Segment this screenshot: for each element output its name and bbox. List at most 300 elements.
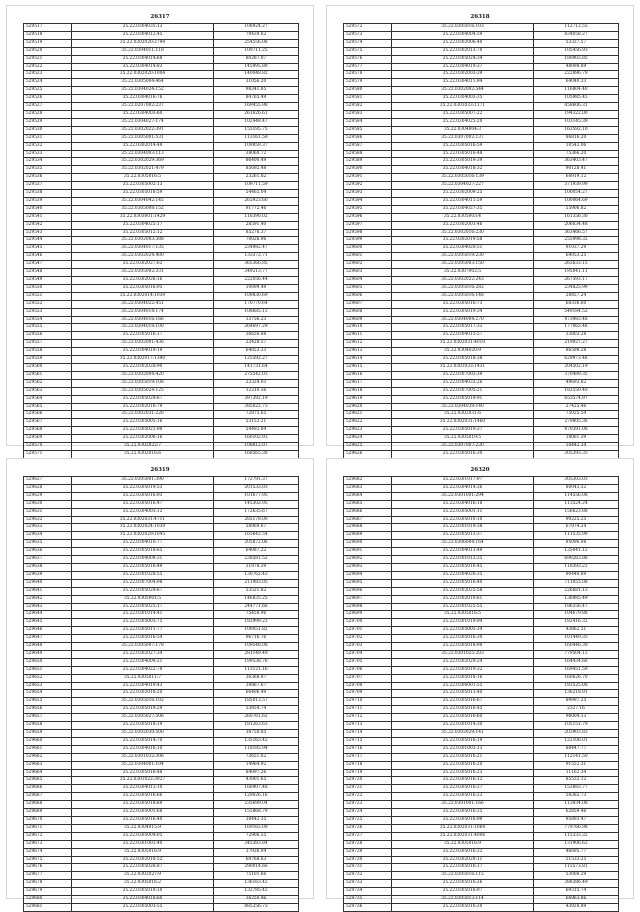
cadastral-number-cell: 35.22.0302022:391 [72,126,214,134]
row-number-cell: 529588 [344,150,392,158]
table-row [24,896,299,904]
value-cell: 155868.79 [214,809,299,817]
row-number-cell: 529551 [24,292,72,300]
value-cell: 95096.08 [534,540,619,548]
value-cell: 31056.20 [214,79,299,87]
row-number-cell: 529622 [344,419,392,427]
row-number-cell: 529573 [344,31,392,39]
row-number-cell: 529641 [24,587,72,595]
table-row [24,856,299,864]
value-cell: 37926.04 [214,848,299,856]
value-cell: 254556.08 [214,39,299,47]
value-cell: 112141.50 [534,753,619,761]
table-row [344,587,619,595]
table-row [24,484,299,492]
row-number-cell: 529730 [344,856,392,864]
table-row [24,579,299,587]
cadastral-number-cell: 35.22.0304004:59 [392,31,534,39]
cadastral-number-cell: 35.22.0302026:16 [72,277,214,285]
value-cell: 885256.73 [214,903,299,911]
value-cell: 91772.46 [214,205,299,213]
value-cell: 261626.61 [214,110,299,118]
table-row [24,809,299,817]
table-row [344,753,619,761]
value-cell: 43928.89 [534,903,619,911]
value-cell: 166907.48 [214,785,299,793]
value-cell: 23261.82 [214,174,299,182]
value-cell: 64040.33 [534,79,619,87]
value-cell: 183525.08 [534,682,619,690]
table-row [24,277,299,285]
value-cell: 105985.45 [534,95,619,103]
table-row [24,611,299,619]
table-row [344,801,619,809]
table-row [344,261,619,269]
value-cell: 85276.37 [214,229,299,237]
row-number-cell: 529525 [24,87,72,95]
value-cell: 711055.08 [534,579,619,587]
table-row [344,182,619,190]
value-cell: 260761.62 [214,714,299,722]
table-row [24,166,299,174]
table-row [24,674,299,682]
table-row [24,658,299,666]
cadastral-number-cell: 35.22.0304011:118 [72,47,214,55]
row-number-cell: 529670 [24,816,72,824]
table-row [24,79,299,87]
value-cell: 43862.51 [534,627,619,635]
cadastral-number-cell: 35.22.0302016:230 [392,229,534,237]
table-row [24,508,299,516]
row-number-cell: 529580 [344,87,392,95]
cadastral-number-cell: 35.22.0305011:7 [72,674,214,682]
row-number-cell: 529556 [24,332,72,340]
cadastral-number-cell: 35.22.0304014:68 [72,55,214,63]
cadastral-number-cell: 35.22.0302020:2794 [72,39,214,47]
value-cell: 58969.67 [214,524,299,532]
row-number-cell: 529681 [24,903,72,911]
row-number-cell: 529736 [344,903,392,911]
row-number-cell: 529534 [24,158,72,166]
row-number-cell: 529637 [24,556,72,564]
value-cell: 90440.69 [534,571,619,579]
table-row [344,492,619,500]
value-cell: 267593.17 [534,277,619,285]
table-row [344,761,619,769]
table-row [344,324,619,332]
data-table [23,476,299,912]
row-number-cell: 529564 [24,395,72,403]
value-cell: 96716.76 [214,635,299,643]
table-row [344,532,619,540]
cadastral-number-cell: 35.22.0304020:51 [392,245,534,253]
row-number-cell: 529672 [24,832,72,840]
value-cell: 145302.95 [214,500,299,508]
table-row [24,47,299,55]
value-cell: 181263.63 [214,722,299,730]
value-cell: 112712.55 [534,24,619,32]
value-cell: 46695.77 [534,848,619,856]
row-number-cell: 529527 [24,103,72,111]
table-row [24,737,299,745]
page-title: 26318 [470,14,490,20]
table-row [344,737,619,745]
table-row [24,603,299,611]
table-row [344,477,619,485]
value-cell: 60768.63 [214,856,299,864]
row-number-cell: 529659 [24,730,72,738]
cadastral-number-cell: 35.22.0305016:19 [392,737,534,745]
cadastral-number-cell: 35.22.0301003:13 [392,745,534,753]
cadastral-number-cell: 35.22.0302029:369 [72,158,214,166]
table-row [24,635,299,643]
value-cell: 265923.60 [214,197,299,205]
row-number-cell: 529646 [24,627,72,635]
table-row [24,103,299,111]
row-number-cell: 529595 [344,205,392,213]
cadastral-number-cell: 35.22.0302031:226 [72,411,214,419]
value-cell: 90128.41 [534,166,619,174]
table-row [24,332,299,340]
document-page-3 [6,458,314,909]
value-cell: 10099.49 [214,284,299,292]
row-number-cell: 529535 [24,166,72,174]
table-row [24,340,299,348]
row-number-cell: 529608 [344,308,392,316]
table-row [24,110,299,118]
table-row [344,666,619,674]
row-number-cell: 529682 [344,477,392,485]
table-row [344,190,619,198]
value-cell: 101449.35 [534,635,619,643]
value-cell: 155195.75 [214,126,299,134]
cadastral-number-cell: 35.22.0302031:1064 [392,824,534,832]
cadastral-number-cell: 35.22.0305018:98 [392,643,534,651]
row-number-cell: 529683 [344,484,392,492]
table-row [24,71,299,79]
cadastral-number-cell: 35.22.0304011:59 [392,197,534,205]
table-row [344,63,619,71]
row-number-cell: 529628 [24,484,72,492]
value-cell: 170770.64 [214,300,299,308]
row-number-cell: 529528 [24,110,72,118]
row-number-cell: 529604 [344,277,392,285]
value-cell: 100054.27 [534,190,619,198]
cadastral-number-cell: 35.22.0304012:45 [72,31,214,39]
row-number-cell: 529520 [24,47,72,55]
value-cell: 180903.85 [534,55,619,63]
cadastral-number-cell: 35.22.0305013:37 [392,532,534,540]
row-number-cell: 529555 [24,324,72,332]
document-page-4 [326,458,634,909]
cadastral-number-cell: 35.22.0305018:38 [392,356,534,364]
row-number-cell: 529596 [344,213,392,221]
row-number-cell: 529650 [24,658,72,666]
row-number-cell: 529708 [344,682,392,690]
cadastral-number-cell: 35.22.0305016:47 [72,500,214,508]
cadastral-number-cell: 35.22.0304025:17 [72,221,214,229]
table-row [344,595,619,603]
value-cell: 64853.33 [214,348,299,356]
table-row [24,864,299,872]
cadastral-number-cell: 35.22.0301012:35 [392,556,534,564]
table-row [24,126,299,134]
table-row [344,340,619,348]
table-row [24,205,299,213]
table-row [344,245,619,253]
value-cell: 108924.27 [214,24,299,32]
cadastral-number-cell: 35.22.0302003:46 [392,221,534,229]
cadastral-number-cell: 35.22.0306004:164 [392,540,534,548]
row-number-cell: 529714 [344,730,392,738]
table-row [344,658,619,666]
cadastral-number-cell: 35.22.0305016:23 [392,769,534,777]
value-cell: 205872.06 [214,540,299,548]
row-number-cell: 529521 [24,55,72,63]
value-cell: 473983.48 [534,316,619,324]
value-cell: 86816.20 [534,134,619,142]
row-number-cell: 529733 [344,880,392,888]
table-row [344,880,619,888]
cadastral-number-cell: 35.22.0305016:12 [392,777,534,785]
table-row [24,761,299,769]
cadastral-number-cell: 35.22.0301019:94 [392,619,534,627]
cadastral-number-cell: 35.22.0305016:25 [392,809,534,817]
value-cell: 244771.66 [214,603,299,611]
value-cell: 199538.76 [214,658,299,666]
value-cell: 281149.49 [214,650,299,658]
cadastral-number-cell: 35.22.0305016:45 [392,706,534,714]
value-cell: 135041.12 [534,548,619,556]
table-row [24,563,299,571]
cadastral-number-cell: 35.22.0302006:16 [72,435,214,443]
cadastral-number-cell: 35.22.0305019:37 [392,427,534,435]
cadastral-number-cell: 35.22.0304035:13 [72,24,214,32]
table-row [344,308,619,316]
row-number-cell: 529615 [344,363,392,371]
value-cell: 160626.70 [534,674,619,682]
table-row [24,24,299,32]
row-number-cell: 529581 [344,95,392,103]
cadastral-number-cell: 35.22.0305016:5 [72,174,214,182]
table-row [24,587,299,595]
table-row [344,316,619,324]
value-cell: 109711.25 [214,47,299,55]
row-number-cell: 529576 [344,55,392,63]
data-table [343,23,619,459]
cadastral-number-cell: 35.22.0305001:531 [72,134,214,142]
row-number-cell: 529658 [24,722,72,730]
cadastral-number-cell: 35.22.0305016:5 [392,611,534,619]
table-row [24,95,299,103]
cadastral-number-cell: 35.22.0304011:94 [392,79,534,87]
value-cell: 111535.99 [534,532,619,540]
cadastral-number-cell: 35.22.0305019:34 [392,308,534,316]
row-number-cell: 529651 [24,666,72,674]
value-cell: 86400.49 [214,158,299,166]
cadastral-number-cell: 35.22.0301033:1431 [392,363,534,371]
cadastral-number-cell: 35.22.0305004:464 [72,79,214,87]
row-number-cell: 529669 [24,809,72,817]
table-row [24,477,299,485]
cadastral-number-cell: 35.22.0304019:37 [392,63,534,71]
cadastral-number-cell: 35.22.0304027:35 [392,205,534,213]
row-number-cell: 529657 [24,714,72,722]
table-row [24,777,299,785]
value-cell: 109711.59 [214,182,299,190]
table-row [344,809,619,817]
cadastral-number-cell: 35.22.0302014:48 [72,142,214,150]
row-number-cell: 529592 [344,182,392,190]
row-number-cell: 529523 [24,71,72,79]
value-cell: 779766.98 [534,824,619,832]
cadastral-number-cell: 35.22.0302022:7 [72,443,214,451]
row-number-cell: 529635 [24,540,72,548]
table-row [24,650,299,658]
value-cell: 264697.29 [214,324,299,332]
value-cell: 204502.19 [534,363,619,371]
row-number-cell: 529687 [344,516,392,524]
value-cell: 690263.86 [534,556,619,564]
value-cell: 31978.39 [214,563,299,571]
table-row [24,619,299,627]
row-number-cell: 529676 [24,864,72,872]
cadastral-number-cell: 35.22.0305018:16 [392,674,534,682]
table-row [24,55,299,63]
table-row [344,221,619,229]
table-row [24,150,299,158]
cadastral-number-cell: 35.22.0305016:115 [392,872,534,880]
table-row [344,524,619,532]
row-number-cell: 529688 [344,524,392,532]
table-row [344,650,619,658]
row-number-cell: 529680 [24,896,72,904]
cadastral-number-cell: 35.22.0305018:19 [72,722,214,730]
row-number-cell: 529544 [24,237,72,245]
row-number-cell: 529605 [344,284,392,292]
cadastral-number-cell: 35.22.0304022:78 [72,666,214,674]
value-cell: 136218.91 [534,690,619,698]
cadastral-number-cell: 35.22.0302020:1004 [72,71,214,79]
value-cell: 385022.73 [214,403,299,411]
value-cell: 38060.72 [214,150,299,158]
cadastral-number-cell: 35.22.0305016:95 [72,284,214,292]
row-number-cell: 529543 [24,229,72,237]
cadastral-number-cell: 35.22.0305025:17 [72,603,214,611]
cadastral-number-cell: 35.22.0305018:65 [72,548,214,556]
value-cell: 109859.37 [214,142,299,150]
value-cell: 470391.08 [534,427,619,435]
value-cell: 370489.35 [534,371,619,379]
table-row [24,419,299,427]
value-cell: 48098.89 [534,63,619,71]
value-cell: 388386.49 [534,880,619,888]
row-number-cell: 529517 [24,24,72,32]
cadastral-number-cell: 35.22.0305016:139 [392,174,534,182]
row-number-cell: 529713 [344,722,392,730]
table-row [344,682,619,690]
table-row [344,87,619,95]
cadastral-number-cell: 35.22.0304001:104 [72,761,214,769]
cadastral-number-cell: 35.22.0305016:30 [392,635,534,643]
table-row [344,627,619,635]
table-row [24,221,299,229]
table-row [344,832,619,840]
value-cell: 135163.42 [214,737,299,745]
value-cell: 33803.28 [534,332,619,340]
value-cell: 91552.31 [534,761,619,769]
table-row [24,492,299,500]
table-row [24,158,299,166]
table-row [24,387,299,395]
table-row [24,840,299,848]
row-number-cell: 529642 [24,595,72,603]
table-row [24,848,299,856]
row-number-cell: 529540 [24,205,72,213]
value-cell: 100051.82 [214,627,299,635]
table-row [24,540,299,548]
table-row [344,47,619,55]
row-number-cell: 529522 [24,63,72,71]
row-number-cell: 529627 [24,477,72,485]
value-cell: 305303.03 [534,477,619,485]
value-cell: 113161.59 [214,134,299,142]
table-row [344,411,619,419]
value-cell: 109548.08 [214,643,299,651]
row-number-cell: 529546 [24,253,72,261]
value-cell: 122106.01 [534,737,619,745]
table-row [24,182,299,190]
row-number-cell: 529531 [24,134,72,142]
row-number-cell: 529727 [344,832,392,840]
row-number-cell: 529568 [24,427,72,435]
row-number-cell: 529692 [344,556,392,564]
cadastral-number-cell: 35.22.0305005:34 [392,627,534,635]
cadastral-number-cell: 35.22.0304025:20 [392,118,534,126]
row-number-cell: 529616 [344,371,392,379]
row-number-cell: 529693 [344,563,392,571]
table-row [24,500,299,508]
table-row [344,443,619,451]
value-cell: 140048.82 [214,71,299,79]
cadastral-number-cell: 35.22.0305016:103 [392,24,534,32]
cadastral-number-cell: 35.22.0305016:60 [392,714,534,722]
cadastral-number-cell: 35.22.0302001:436 [72,340,214,348]
cadastral-number-cell: 35.22.0302029:1045 [72,532,214,540]
cadastral-number-cell: 35.22.0301014:41 [72,611,214,619]
cadastral-number-cell: 35.22.0304018:100 [72,324,214,332]
value-cell: 160102.93 [214,435,299,443]
row-number-cell: 529638 [24,563,72,571]
row-number-cell: 529652 [24,674,72,682]
row-number-cell: 529603 [344,269,392,277]
value-cell: 265633.15 [534,261,619,269]
table-row [24,39,299,47]
value-cell: 85532.12 [534,777,619,785]
value-cell: 345383.84 [214,840,299,848]
value-cell: 203903.83 [534,730,619,738]
cadastral-number-cell: 35.22.0302029:11 [392,856,534,864]
value-cell: 186356.47 [534,603,619,611]
row-number-cell: 529690 [344,540,392,548]
cadastral-number-cell: 35.22.0307003:39 [392,371,534,379]
cadastral-number-cell: 35.22.0305019:39 [392,158,534,166]
cadastral-number-cell: 35.22.0302029:24 [392,658,534,666]
table-row [24,284,299,292]
table-row [344,356,619,364]
table-row [344,484,619,492]
cadastral-number-cell: 35.22.0304004:3 [392,126,534,134]
